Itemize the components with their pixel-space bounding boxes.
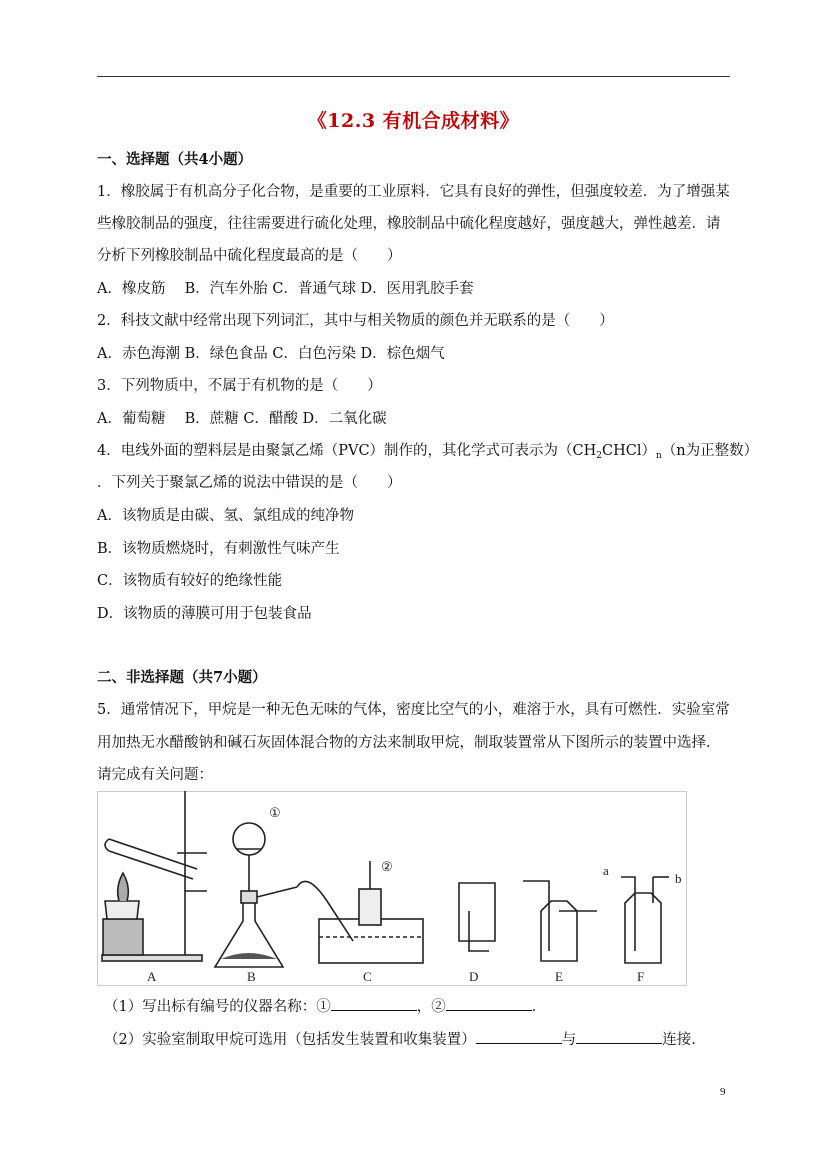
label-a: A: [147, 969, 157, 984]
q4-subscript-n: n: [656, 451, 662, 461]
page-title: 《12.3 有机合成材料》: [307, 110, 520, 132]
q4-option-a: A．该物质是由碳、氢、氯组成的纯净物: [97, 508, 354, 524]
q5-sub1-middle: ，②: [416, 999, 446, 1015]
q5-sub1-prefix: （1）写出标有编号的仪器名称：①: [104, 999, 331, 1015]
q4-option-b: B．该物质燃烧时，有刺激性气味产生: [97, 541, 340, 557]
q5-stem-line1: 5．通常情况下，甲烷是一种无色无味的气体，密度比空气的小，难溶于水，具有可燃性．实验室常: [97, 702, 730, 718]
apparatus-figure: [97, 791, 687, 986]
q4-stem-part2: CHCl）: [602, 443, 657, 459]
q5-sub2: [104, 1028, 706, 1050]
label-b: B: [247, 969, 256, 984]
apparatus-d: [459, 883, 495, 951]
q4-subscript-2: 2: [596, 451, 603, 461]
port-a-label: a: [603, 863, 609, 878]
apparatus-a: [102, 791, 207, 961]
q1-options: A．橡皮筋 B．汽车外胎 C．普通气球 D．医用乳胶手套: [97, 281, 474, 297]
q1-stem-line1: 1．橡胶属于有机高分子化合物，是重要的工业原料．它具有良好的弹性，但强度较差．为了增强某: [97, 184, 730, 200]
q3-options: A．葡萄糖 B．蔗糖 C．醋酸 D．二氧化碳: [97, 411, 387, 427]
apparatus-c: [297, 861, 423, 963]
q5-sub1: [104, 995, 546, 1017]
apparatus-f: [621, 877, 669, 963]
q4-option-d: D．该物质的薄膜可用于包装食品: [97, 606, 312, 622]
label-e: E: [555, 969, 563, 984]
q4-stem-line2: ．下列关于聚氯乙烯的说法中错误的是（ ）: [97, 475, 402, 491]
q5-sub1-suffix: ．: [531, 999, 547, 1015]
label-c: C: [363, 969, 372, 984]
answer-blank-2[interactable]: [446, 995, 532, 1011]
q2-stem: 2．科技文献中经常出现下列词汇，其中与相关物质的颜色并无联系的是（ ）: [97, 313, 614, 329]
section-heading-choice: 一、选择题（共4小题）: [97, 151, 253, 168]
q4-stem-line1: [97, 441, 758, 466]
marker-1: ①: [269, 805, 281, 820]
q2-options: A．赤色海潮 B．绿色食品 C．白色污染 D．棕色烟气: [97, 346, 445, 362]
q4-option-c: C．该物质有较好的绝缘性能: [97, 573, 283, 589]
answer-blank-3[interactable]: [476, 1028, 562, 1044]
q4-stem-part3: （n为正整数）: [661, 443, 759, 459]
q3-stem: 3．下列物质中，不属于有机物的是（ ）: [97, 378, 382, 394]
q5-stem-line3: 请完成有关问题：: [97, 767, 213, 783]
apparatus-e: [523, 881, 597, 961]
q5-sub2-prefix: （2）实验室制取甲烷可选用（包括发生装置和收集装置）: [104, 1032, 476, 1048]
answer-blank-4[interactable]: [576, 1028, 662, 1044]
q1-stem-line3: 分析下列橡胶制品中硫化程度最高的是（ ）: [97, 248, 402, 264]
page-number: 9: [720, 1086, 726, 1098]
q5-sub2-suffix: 连接．: [662, 1032, 706, 1048]
q5-sub2-middle: 与: [561, 1032, 577, 1048]
header-rule: [97, 76, 730, 77]
port-b-label: b: [675, 871, 682, 886]
apparatus-b: [215, 823, 297, 967]
marker-2: ②: [381, 859, 393, 874]
q1-stem-line2: 些橡胶制品的强度，往往需要进行硫化处理，橡胶制品中硫化程度越好，强度越大，弹性越差．请: [97, 216, 721, 232]
q5-stem-line2: 用加热无水醋酸钠和碱石灰固体混合物的方法来制取甲烷，制取装置常从下图所示的装置中选择．: [97, 735, 721, 751]
label-d: D: [469, 969, 479, 984]
label-f: F: [637, 969, 645, 984]
q4-stem-part1: 4．电线外面的塑料层是由聚氯乙烯（PVC）制作的，其化学式可表示为（CH: [97, 443, 597, 459]
answer-blank-1[interactable]: [331, 995, 417, 1011]
section-heading-nonchoice: 二、非选择题（共7小题）: [97, 669, 267, 686]
